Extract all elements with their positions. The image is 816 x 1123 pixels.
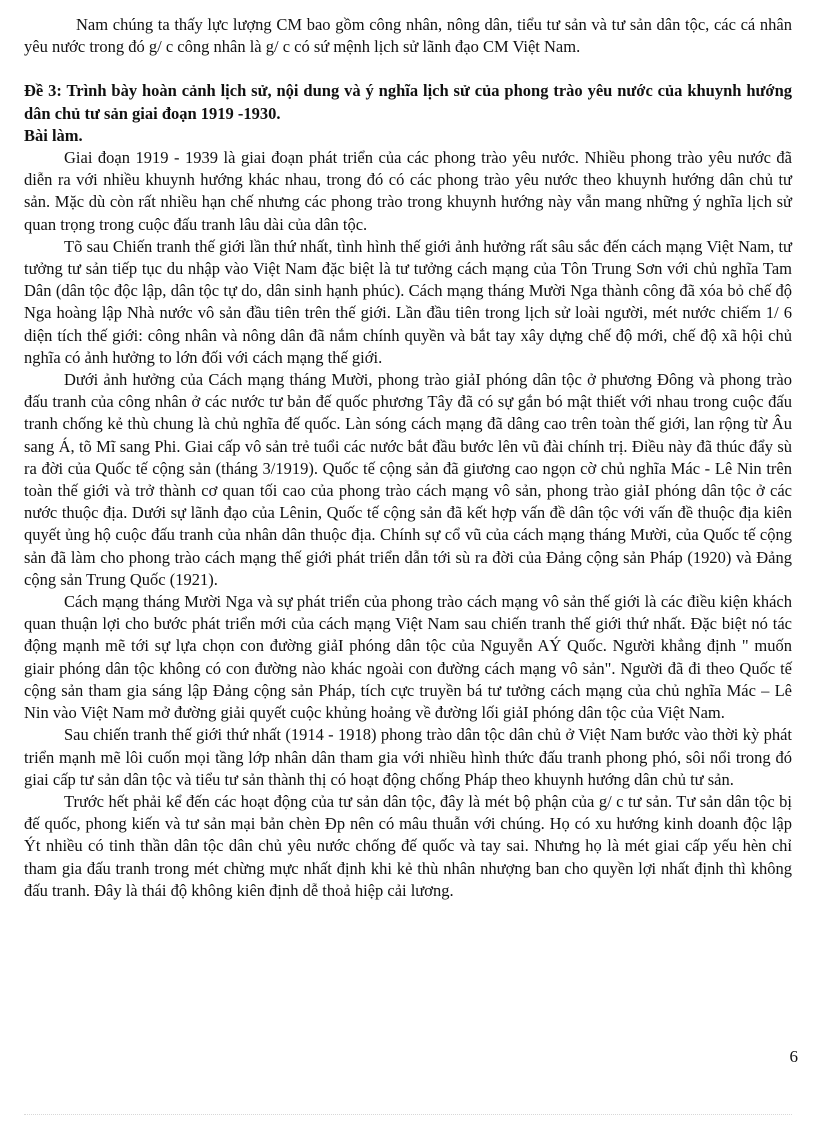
section-spacer: [24, 58, 792, 80]
footer-divider: [24, 1114, 792, 1115]
body-paragraph: Tõ sau Chiến tranh thế giới lần thứ nhất, tình hình thế giới ảnh hưởng rất sâu sắc đến cách mạng Việt Nam, tư tưởng tư sản tiếp tục du nhập vào Việt Nam đặc biệt là tư tưởng cách mạng của Tôn Trung Sơn với chủ nghĩa Tam Dân (dân tộc độc lập, dân tộc tự do, dân sinh hạnh phúc). Cách mạng tháng Mười Nga thành công đã xóa bỏ chế độ Nga hoàng lập Nhà nước vô sản đầu tiên trên thế giới. Lần đầu tiên trong lịch sử loài người, mét nước chiếm 1/ 6 diện tích thế giới: công nhân và nông dân đã nắm chính quyền và bắt tay xây dựng chế độ mới, chế độ xã hội chủ nghĩa có ảnh hưởng to lớn đối với cách mạng thế giới.: [24, 236, 792, 367]
body-paragraph: Sau chiến tranh thế giới thứ nhất (1914 - 1918) phong trào dân tộc dân chủ ở Việt Nam bước vào thời kỳ phát triển mạnh mẽ lôi cuốn mọi tầng lớp nhân dân tham gia với nhiều hình thức đấu tranh phong phó, sôi nổi trong đó giai cấp tư sản dân tộc và tiểu tư sản thành thị có hoạt động chống Pháp theo khuynh hướng dân chủ tư sản.: [24, 725, 792, 789]
body-paragraph: Trước hết phải kể đến các hoạt động của tư sản dân tộc, đây là mét bộ phận của g/ c tư sản. Tư sản dân tộc bị đế quốc, phong kiến và tư sản mại bản chèn Ðp nên có mâu thuẫn với chúng. Họ có xu hướng kinh doanh độc lập Ýt nhiều có tinh thần dân tộc dân chủ yêu nước chống đế quốc và tay sai. Nhưng họ là mét giai cấp yếu hèn chỉ tham gia đấu tranh trong mét chừng mực nhất định khi kẻ thù nhân nhượng ban cho quyền lợi nhất định thì không đấu tranh. Đây là thái độ không kiên định dễ thoả hiệp cải lương.: [24, 791, 792, 900]
body-paragraph: Dưới ảnh hưởng của Cách mạng tháng Mười, phong trào giảI phóng dân tộc ở phương Đông và phong trào đấu tranh của công nhân ở các nước tư bản đế quốc phương Tây đã có sự gắn bó mật thiết với nhau trong cuộc đấu tranh chống kẻ thù chung là chủ nghĩa đế quốc. Làn sóng cách mạng đã dâng cao trên toàn thế giới, lan rộng từ Âu sang Á, tõ Mĩ sang Phi. Giai cấp vô sản trẻ tuổi các nước bắt đầu bước lên vũ đài chính trị. Điều này đã thúc đẩy sù ra đời của Quốc tế cộng sản (tháng 3/1919). Quốc tế cộng sản đã giương cao ngọn cờ chủ nghĩa Mác - Lê Nin trên toàn thế giới và trở thành cơ quan tối cao của phong trào cách mạng vô sản, phong trào giảI phóng dân tộc ở các nước thuộc địa. Dưới sự lãnh đạo của Lênin, Quốc tế cộng sản đã kết hợp vấn đề dân tộc với vấn đề thuộc địa kiên quyết ủng hộ cuộc đấu tranh của nhân dân thuộc địa. Chính sự cổ vũ của cách mạng tháng Mười, của Quốc tế cộng sản đã làm cho phong trào cách mạng thế giới phát triển dẫn tới sù ra đời của Đảng cộng sản Pháp (1920) và Đảng cộng sản Trung Quốc (1921).: [24, 370, 792, 589]
intro-paragraph: Nam chúng ta thấy lực lượng CM bao gồm công nhân, nông dân, tiểu tư sản và tư sản dân tộc, các cá nhân yêu nước trong đó g/ c công nhân là g/ c có sứ mệnh lịch sử lãnh đạo CM Việt Nam.: [24, 15, 792, 57]
document-page: [24, 14, 792, 902]
page-number: 6: [789, 1047, 798, 1066]
body-paragraph: Cách mạng tháng Mười Nga và sự phát triển của phong trào cách mạng vô sản thế giới là các điều kiện khách quan thuận lợi cho bước phát triển mới của cách mạng Việt Nam sau chiến tranh thế giới thứ nhất. Đặc biệt nó tác động mạnh mẽ tới sự lựa chọn con đường giảI phóng dân tộc của Nguyễn AÝ Quốc. Người khẳng định " muốn giair phóng dân tộc không có con đường nào khác ngoài con đường cách mạng vô sản". Người đã đi theo Quốc tế cộng sản tham gia sáng lập Đảng cộng sản Pháp, tích cực truyền bá tư tưởng cách mạng của chủ nghĩa Mác – Lê Nin vào Việt Nam mở đường giải quyết cuộc khủng hoảng về đường lối giảI phóng dân tộc của Việt Nam.: [24, 592, 792, 723]
body-paragraph: Giai đoạn 1919 - 1939 là giai đoạn phát triển của các phong trào yêu nước. Nhiều phong trào yêu nước đã diễn ra với nhiều khuynh hướng khác nhau, trong đó có các phong trào yêu nước theo khuynh hướng dân chủ tư sản. Mặc dù còn rất nhiều hạn chế nhưng các phong trào trong khuynh hướng này vẫn mang những ý nghĩa lịch sử quan trọng trong cuộc đấu tranh lâu dài của dân tộc.: [24, 148, 792, 234]
question-heading: Đề 3: Trình bày hoàn cảnh lịch sử, nội dung và ý nghĩa lịch sử của phong trào yêu nước của khuynh hướng dân chủ tư sản giai đoạn 1919 -1930.: [24, 81, 792, 123]
answer-label: Bài làm.: [24, 125, 83, 145]
